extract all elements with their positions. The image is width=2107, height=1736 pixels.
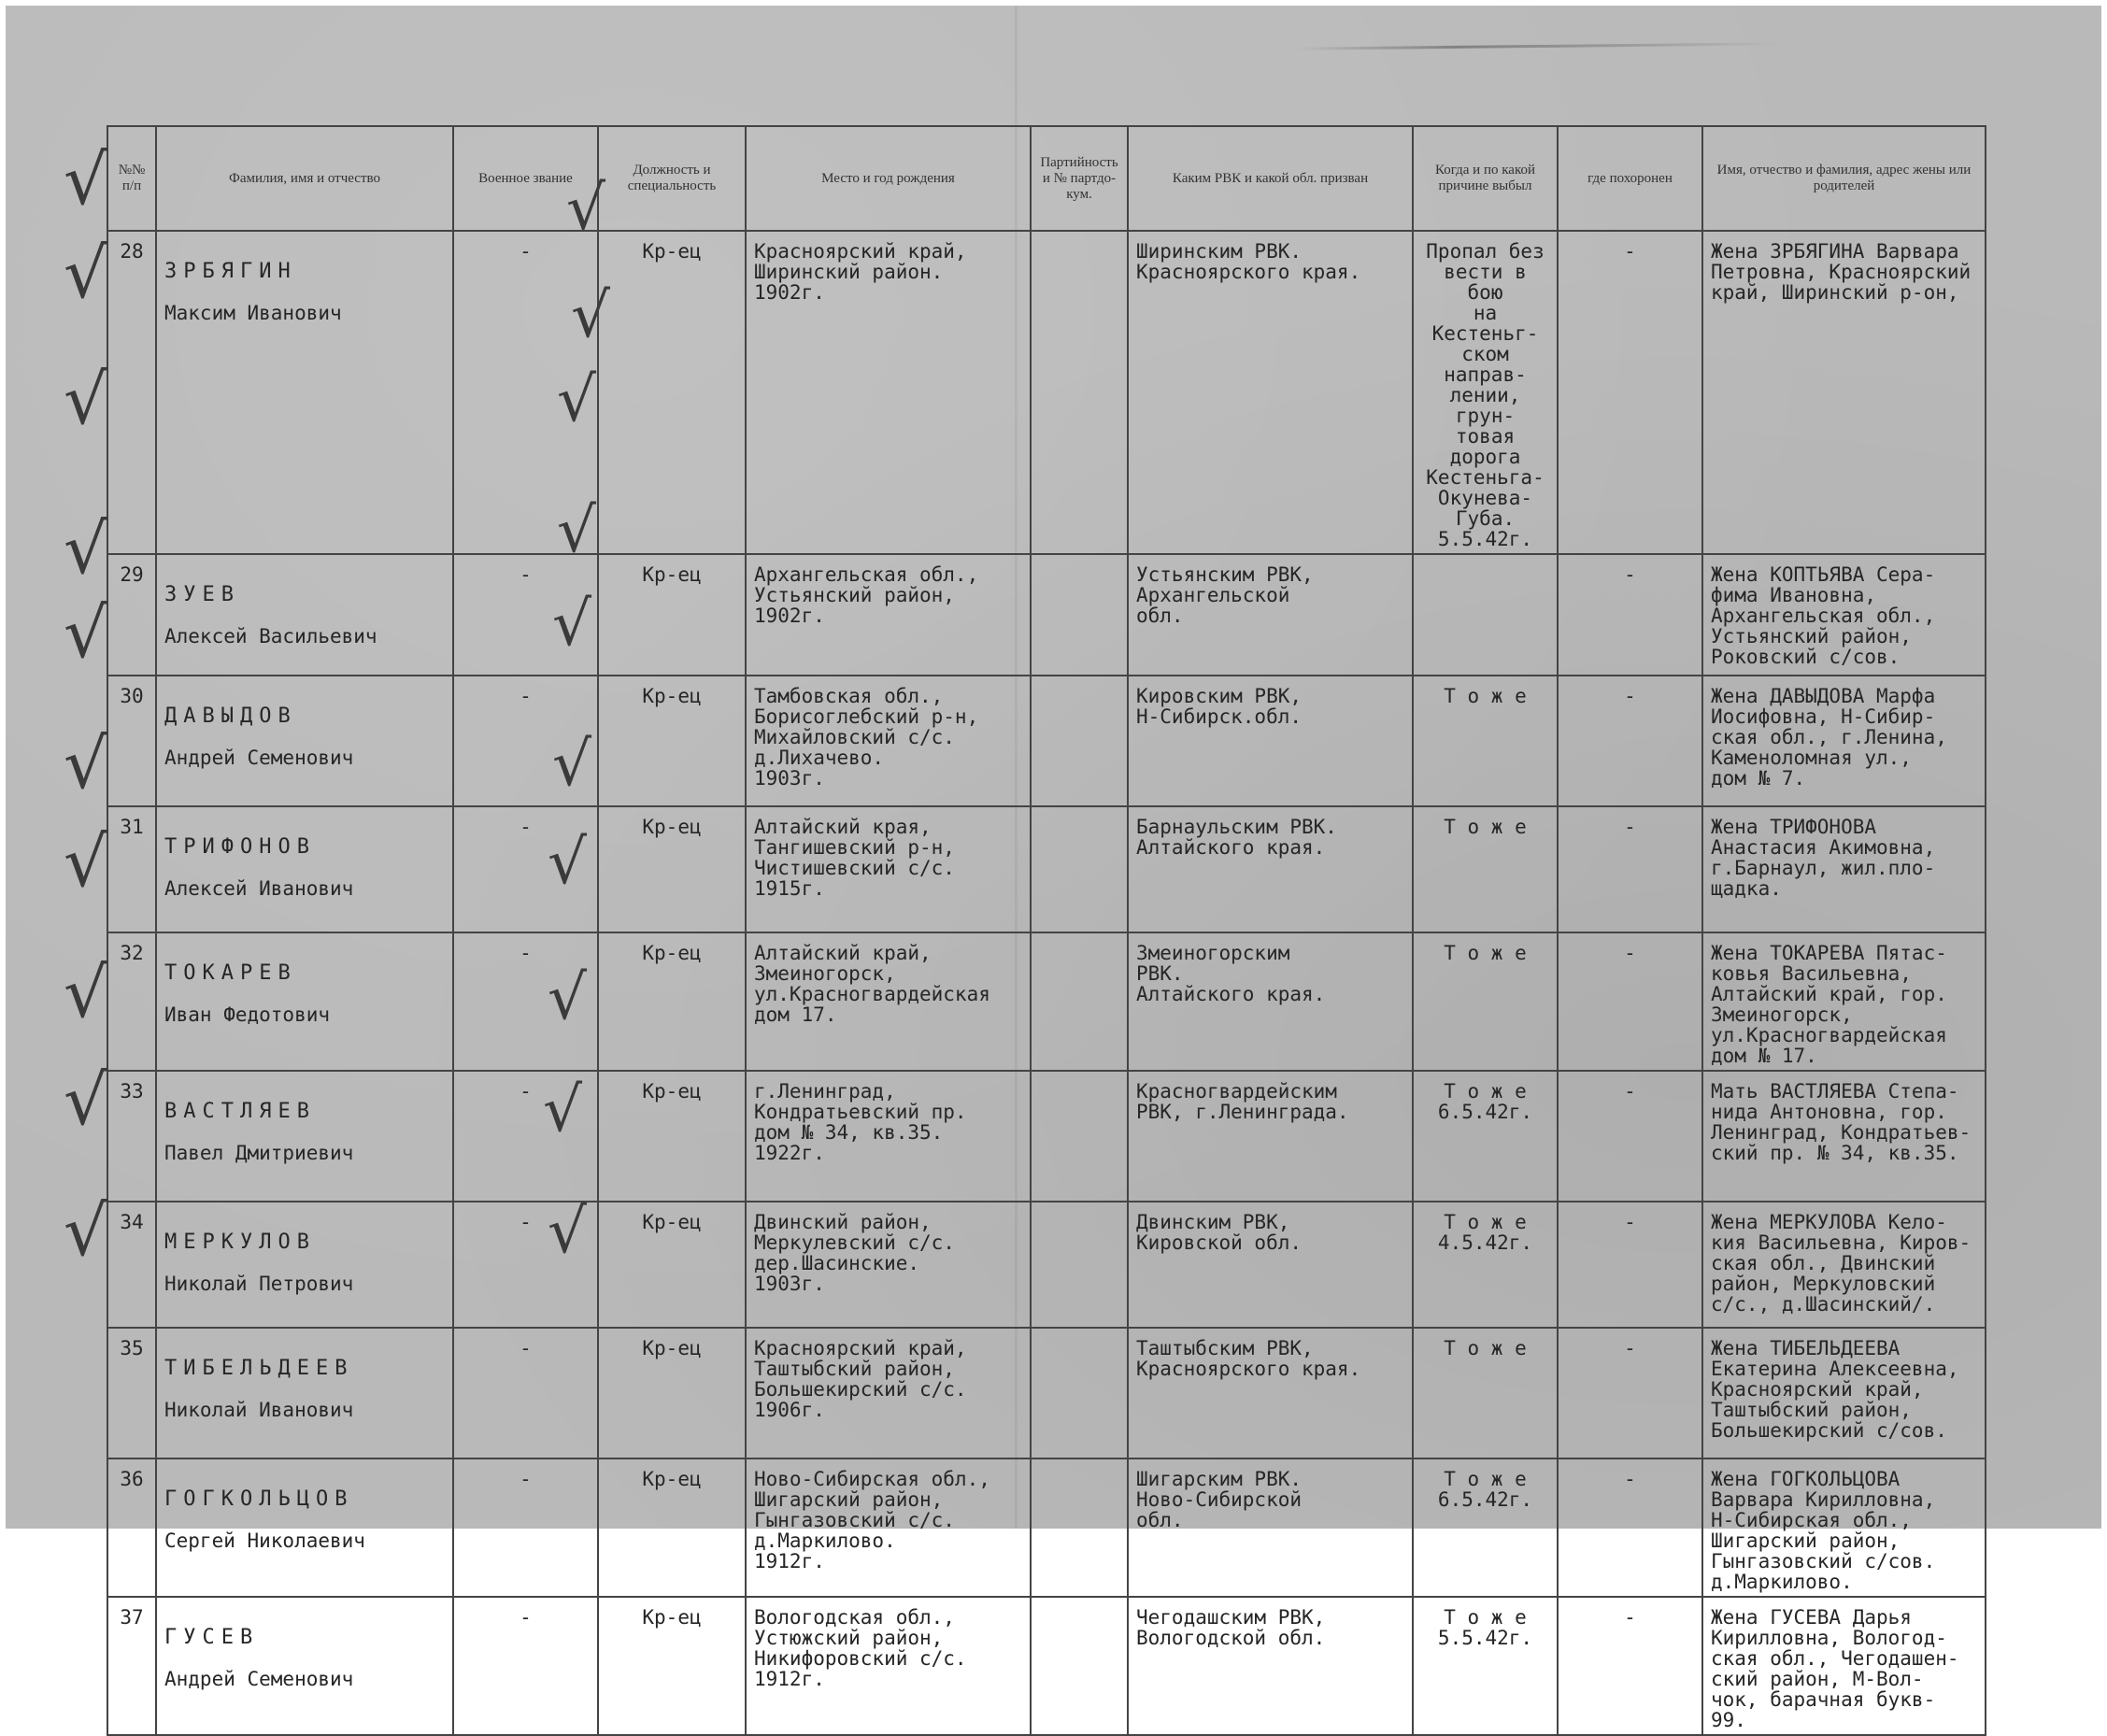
margin-check-icon: √	[64, 593, 108, 674]
margin-check-icon: √	[64, 1060, 108, 1141]
relatives-address: Жена ДАВЫДОВА Марфа Иосифовна, Н-Сибир- ская обл., г.Ленина, Каменоломная ул., дом № 7.	[1702, 676, 1986, 806]
loss-date-reason: Т о ж е	[1413, 1328, 1558, 1459]
party-membership	[1031, 231, 1128, 554]
margin-check-icon: √	[64, 509, 108, 590]
given-name: Сергей Николаевич	[164, 1530, 365, 1552]
military-rank: -	[453, 1328, 598, 1459]
military-rank: -	[453, 806, 598, 932]
row-number: 31	[107, 806, 156, 932]
military-rank: -	[453, 1071, 598, 1202]
table-row	[107, 231, 1986, 554]
relatives-address: Жена ЗРБЯГИНА Варвара Петровна, Красноярский край, Ширинский р-он,	[1702, 231, 1986, 554]
table-row	[107, 1459, 1986, 1597]
birthplace: Алтайский края, Тангишевский р-н, Чистишевский с/с. 1915г.	[746, 806, 1031, 932]
burial-place: -	[1558, 231, 1702, 554]
relatives-address: Жена ТРИФОНОВА Анастасия Акимовна, г.Барнаул, жил.пло- щадка.	[1702, 806, 1986, 932]
party-membership	[1031, 1597, 1128, 1735]
burial-place: -	[1558, 676, 1702, 806]
burial-place: -	[1558, 932, 1702, 1071]
burial-place: -	[1558, 1459, 1702, 1597]
loss-date-reason: Т о ж е	[1413, 932, 1558, 1071]
row-number: 33	[107, 1071, 156, 1202]
birthplace: Красноярский край, Ширинский район. 1902г.	[746, 231, 1031, 554]
header-row	[107, 126, 1986, 231]
party-membership	[1031, 806, 1128, 932]
burial-place: -	[1558, 1328, 1702, 1459]
birthplace: Двинский район, Меркулевский с/с. дер.Шасинские. 1903г.	[746, 1202, 1031, 1328]
table-row	[107, 932, 1986, 1071]
row-number: 35	[107, 1328, 156, 1459]
margin-check-icon: √	[64, 953, 108, 1033]
row-number: 34	[107, 1202, 156, 1328]
header-party: Партийность и № партдо-кум.	[1031, 126, 1128, 231]
rank-check-icon: √	[566, 172, 606, 244]
surname: ВАСТЛЯЕВ	[164, 1100, 316, 1123]
birthplace: Красноярский край, Таштыбский район, Большекирский с/с. 1906г.	[746, 1328, 1031, 1459]
row-number: 37	[107, 1597, 156, 1735]
party-membership	[1031, 1328, 1128, 1459]
table-row	[107, 1328, 1986, 1459]
rank-check-icon: √	[552, 588, 592, 660]
rank-check-icon: √	[548, 1195, 588, 1267]
header-birth: Место и год рождения	[746, 126, 1031, 231]
party-membership	[1031, 1071, 1128, 1202]
position: Кр-ец	[598, 554, 746, 676]
header-rvk: Каким РВК и какой обл. призван	[1128, 126, 1413, 231]
draft-office: Змеиногорским РВК. Алтайского края.	[1128, 932, 1413, 1071]
position: Кр-ец	[598, 676, 746, 806]
header-buried: где похоронен	[1558, 126, 1702, 231]
full-name	[156, 231, 453, 554]
birthplace: г.Ленинград, Кондратьевский пр. дом № 34, кв.35. 1922г.	[746, 1071, 1031, 1202]
loss-date-reason: Т о ж е 6.5.42г.	[1413, 1071, 1558, 1202]
loss-date-reason: Т о ж е	[1413, 676, 1558, 806]
burial-place: -	[1558, 1202, 1702, 1328]
rank-check-icon: √	[557, 494, 597, 566]
surname: МЕРКУЛОВ	[164, 1231, 316, 1254]
header-rank: Военное звание	[453, 126, 598, 231]
relatives-address: Жена ГОГКОЛЬЦОВА Варвара Кирилловна, Н-Сибирская обл., Шигарский район, Гынгазовский с/сов. д.Маркилово.	[1702, 1459, 1986, 1597]
surname: ТОКАРЕВ	[164, 961, 297, 985]
table-row	[107, 554, 1986, 676]
margin-check-icon: √	[64, 724, 108, 804]
rank-check-icon: √	[571, 279, 611, 351]
rank-check-icon: √	[557, 363, 597, 435]
archive-sheet	[6, 6, 2101, 1731]
draft-office: Красногвардейским РВК, г.Ленинграда.	[1128, 1071, 1413, 1202]
row-number: 30	[107, 676, 156, 806]
position: Кр-ец	[598, 1597, 746, 1735]
burial-place: -	[1558, 806, 1702, 932]
full-name	[156, 806, 453, 932]
position: Кр-ец	[598, 1071, 746, 1202]
full-name	[156, 932, 453, 1071]
full-name	[156, 676, 453, 806]
header-position: Должность и специальность	[598, 126, 746, 231]
military-rank: -	[453, 1202, 598, 1328]
rank-check-icon: √	[548, 826, 588, 898]
row-number: 32	[107, 932, 156, 1071]
surname: ДАВЫДОВ	[164, 704, 297, 728]
military-rank: -	[453, 231, 598, 554]
full-name	[156, 1459, 453, 1597]
header-num: №№ п/п	[107, 126, 156, 231]
given-name: Иван Федотович	[164, 1003, 331, 1026]
relatives-address: Жена ТОКАРЕВА Пятас- ковья Васильевна, Алтайский край, гор. Змеиногорск, ул.Красногвардейская дом № 17.	[1702, 932, 1986, 1071]
birthplace: Ново-Сибирская обл., Шигарский район, Гынгазовский с/с. д.Маркилово. 1912г.	[746, 1459, 1031, 1597]
party-membership	[1031, 554, 1128, 676]
margin-check-icon: √	[64, 234, 108, 314]
row-number: 29	[107, 554, 156, 676]
position: Кр-ец	[598, 806, 746, 932]
full-name	[156, 554, 453, 676]
loss-date-reason: Т о ж е	[1413, 806, 1558, 932]
relatives-address: Жена МЕРКУЛОВА Кело- кия Васильевна, Киров- ская обл., Двинский район, Меркуловский с/с., д.Шасинский/.	[1702, 1202, 1986, 1328]
party-membership	[1031, 1202, 1128, 1328]
full-name	[156, 1202, 453, 1328]
relatives-address: Мать ВАСТЛЯЕВА Степа- нида Антоновна, гор. Ленинград, Кондратьев- ский пр. № 34, кв.35.	[1702, 1071, 1986, 1202]
draft-office: Барнаульским РВК. Алтайского края.	[1128, 806, 1413, 932]
burial-place: -	[1558, 1071, 1702, 1202]
birthplace: Тамбовская обл., Борисоглебский р-н, Михайловский с/с. д.Лихачево. 1903г.	[746, 676, 1031, 806]
loss-date-reason: Т о ж е 4.5.42г.	[1413, 1202, 1558, 1328]
given-name: Андрей Семенович	[164, 1668, 354, 1690]
draft-office: Ширинским РВК. Красноярского края.	[1128, 231, 1413, 554]
surname: ГОГКОЛЬЦОВ	[164, 1487, 354, 1511]
draft-office: Таштыбским РВК, Красноярского края.	[1128, 1328, 1413, 1459]
surname: ГУСЕВ	[164, 1626, 260, 1649]
margin-check-icon: √	[64, 140, 108, 221]
party-membership	[1031, 1459, 1128, 1597]
table-row	[107, 806, 1986, 932]
draft-office: Двинским РВК, Кировской обл.	[1128, 1202, 1413, 1328]
loss-date-reason	[1413, 554, 1558, 676]
draft-office: Чегодашским РВК, Вологодской обл.	[1128, 1597, 1413, 1735]
full-name	[156, 1328, 453, 1459]
given-name: Николай Иванович	[164, 1399, 354, 1421]
military-rank: -	[453, 676, 598, 806]
table-row	[107, 1071, 1986, 1202]
register-rows	[107, 231, 1986, 1735]
casualty-register-table	[107, 125, 1986, 1736]
table-row	[107, 1202, 1986, 1328]
full-name	[156, 1597, 453, 1735]
given-name: Максим Иванович	[164, 302, 342, 324]
position: Кр-ец	[598, 231, 746, 554]
draft-office: Кировским РВК, Н-Сибирск.обл.	[1128, 676, 1413, 806]
row-number: 28	[107, 231, 156, 554]
loss-date-reason: Т о ж е 5.5.42г.	[1413, 1597, 1558, 1735]
relatives-address: Жена КОПТЬЯВА Сера- фима Ивановна, Архангельская обл., Устьянский район, Роковский с/сов.	[1702, 554, 1986, 676]
surname: ЗУЕВ	[164, 583, 240, 606]
position: Кр-ец	[598, 932, 746, 1071]
rank-check-icon: √	[552, 728, 592, 800]
burial-place: -	[1558, 1597, 1702, 1735]
relatives-address: Жена ТИБЕЛЬДЕЕВА Екатерина Алексеевна, Красноярский край, Таштыбский район, Большекирский с/сов.	[1702, 1328, 1986, 1459]
draft-office: Шигарским РВК. Ново-Сибирской обл.	[1128, 1459, 1413, 1597]
given-name: Андрей Семенович	[164, 747, 354, 769]
given-name: Павел Дмитриевич	[164, 1142, 354, 1164]
margin-check-icon: √	[64, 360, 108, 440]
position: Кр-ец	[598, 1459, 746, 1597]
given-name: Николай Петрович	[164, 1273, 354, 1295]
table-row	[107, 1597, 1986, 1735]
loss-date-reason: Пропал без вести в бою на Кестеньг- ском направ- лении, грун- товая дорога Кестеньга- Окунева-Губа. 5.5.42г.	[1413, 231, 1558, 554]
header-name: Фамилия, имя и отчество	[156, 126, 453, 231]
party-membership	[1031, 932, 1128, 1071]
position: Кр-ец	[598, 1328, 746, 1459]
surname: ТРИФОНОВ	[164, 835, 316, 859]
party-membership	[1031, 676, 1128, 806]
margin-check-icon: √	[64, 1191, 108, 1272]
rank-check-icon: √	[548, 961, 588, 1033]
surname: ТИБЕЛЬДЕЕВ	[164, 1357, 354, 1380]
draft-office: Устьянским РВК, Архангельской обл.	[1128, 554, 1413, 676]
birthplace: Вологодская обл., Устюжский район, Никифоровский с/с. 1912г.	[746, 1597, 1031, 1735]
surname: ЗРБЯГИН	[164, 260, 297, 283]
given-name: Алексей Васильевич	[164, 625, 377, 647]
burial-place: -	[1558, 554, 1702, 676]
table-row	[107, 676, 1986, 806]
full-name	[156, 1071, 453, 1202]
military-rank: -	[453, 932, 598, 1071]
birthplace: Архангельская обл., Устьянский район, 1902г.	[746, 554, 1031, 676]
military-rank: -	[453, 554, 598, 676]
birthplace: Алтайский край, Змеиногорск, ул.Красногвардейская дом 17.	[746, 932, 1031, 1071]
header-relatives: Имя, отчество и фамилия, адрес жены или родителей	[1702, 126, 1986, 231]
military-rank: -	[453, 1597, 598, 1735]
margin-check-icon: √	[64, 822, 108, 903]
relatives-address: Жена ГУСЕВА Дарья Кирилловна, Вологод- ская обл., Чегодашен- ский район, М-Вол- чок, барачная букв- 99.	[1702, 1597, 1986, 1735]
rank-check-icon: √	[543, 1074, 583, 1145]
loss-date-reason: Т о ж е 6.5.42г.	[1413, 1459, 1558, 1597]
row-number: 36	[107, 1459, 156, 1597]
given-name: Алексей Иванович	[164, 877, 354, 900]
position: Кр-ец	[598, 1202, 746, 1328]
header-when: Когда и по какой причине выбыл	[1413, 126, 1558, 231]
military-rank: -	[453, 1459, 598, 1597]
pencil-stroke	[1295, 42, 1781, 50]
